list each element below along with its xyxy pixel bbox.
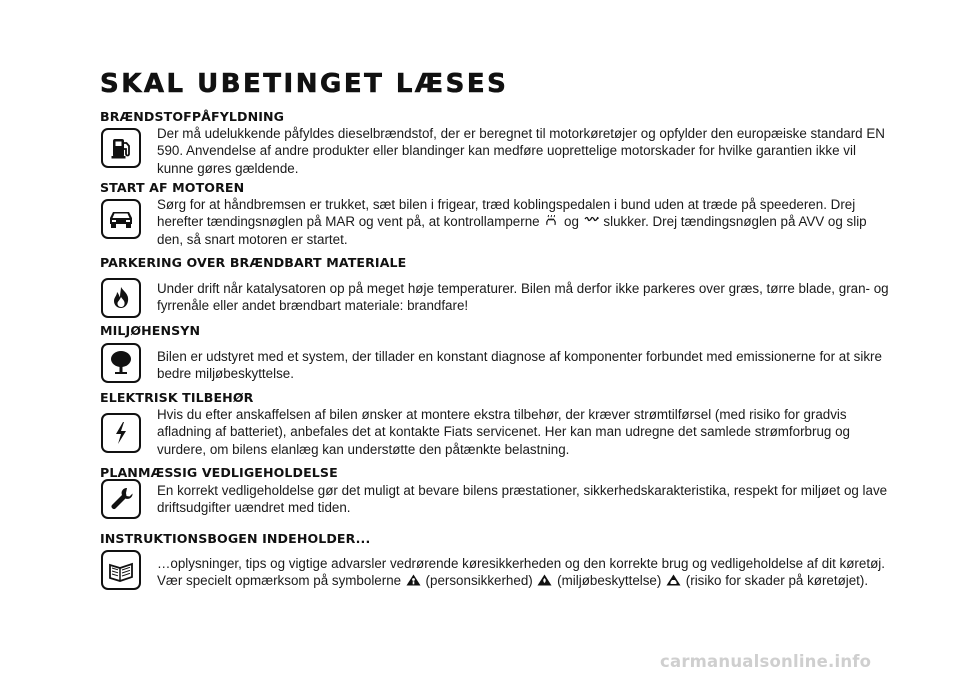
section-fuel xyxy=(100,109,890,176)
section-environment xyxy=(100,324,890,386)
preheat-coil-icon xyxy=(584,215,599,227)
start-text-part-2: og xyxy=(560,214,583,230)
section-text: Bilen er udstyret med et system, der tillader en konstant diagnose af komponenter forbundet med emissionerne for at sikre bedre miljøbeskyttelse. xyxy=(157,349,882,382)
start-text-part-1: Sørg for at håndbremsen er trukket, sæt bilen i frigear, træd koblingspedalen i bund uden at træde på speederen. Drej herefter tændingsnøglen på MAR og vent på, at kontrollamperne xyxy=(157,197,856,230)
person-safety-warning-icon xyxy=(406,574,421,586)
manual-text-part-d: (risiko for skader på køretøjet). xyxy=(682,573,869,589)
section-heading: MILJØHENSYN xyxy=(100,323,201,338)
section-manual-contents xyxy=(100,532,890,596)
lightning-icon xyxy=(101,413,141,453)
manual-text-part-b: (personsikkerhed) xyxy=(421,573,537,589)
glow-plug-warning-icon xyxy=(544,215,559,227)
wrench-icon xyxy=(101,479,141,519)
section-maintenance xyxy=(100,466,890,528)
page-title: SKAL UBETINGET LÆSES xyxy=(100,69,509,99)
section-text: Under drift når katalysatoren op på meget høje temperaturer. Bilen må derfor ikke parkeres over græs, tørre blade, gran- og fyrrenåle eller andet brændbart materiale: brandfare! xyxy=(157,281,889,314)
section-heading: BRÆNDSTOFPÅFYLDNING xyxy=(100,109,285,124)
manual-text-part-a: Vær specielt opmærksom på symbolerne xyxy=(157,573,405,589)
manual-text-part-c: (miljøbeskyttelse) xyxy=(553,573,666,589)
section-text: En korrekt vedligeholdelse gør det muligt at bevare bilens præstationer, sikkerhedskarakteristika, respekt for miljøet og lave driftsudgifter uændret med tiden. xyxy=(157,483,888,516)
start-text-part-3: slukker. Drej tændingsnøglen på AVV og slip den, så snart motoren er startet. xyxy=(157,214,867,247)
flame-icon xyxy=(101,278,141,318)
section-heading: INSTRUKTIONSBOGEN INDEHOLDER... xyxy=(100,531,371,546)
section-text xyxy=(157,555,892,590)
section-electrical-accessories xyxy=(100,391,890,467)
watermark: carmanualsonline.info xyxy=(660,652,872,671)
section-text xyxy=(157,196,892,248)
fuel-pump-icon xyxy=(101,128,141,168)
car-icon xyxy=(101,199,141,239)
vehicle-damage-warning-icon xyxy=(666,574,681,586)
section-text: Hvis du efter anskaffelsen af bilen ønsker at montere ekstra tilbehør, der kræver strømtilførsel (med risiko for gradvis afladning af batteriet), anbefales det at kontakte Fiats servicenet. Her kan man udregne det samlede strømforbrug og vurdere, om bilens elanlæg kan understøtte den påtænkte belastning. xyxy=(157,407,850,457)
section-text: Der må udelukkende påfyldes dieselbrændstof, der er beregnet til motorkøretøjer og opfylder den europæiske standard EN 590. Anvendelse af andre produkter eller blandinger kan medføre uoprettelige motorskader for hvilke garantien ikke vil kunne gøres gældende. xyxy=(157,126,885,176)
section-parking xyxy=(100,256,890,318)
section-heading: PLANMÆSSIG VEDLIGEHOLDELSE xyxy=(100,465,338,480)
section-heading: START AF MOTOREN xyxy=(100,180,245,195)
section-heading: PARKERING OVER BRÆNDBART MATERIALE xyxy=(100,255,407,270)
section-heading: ELEKTRISK TILBEHØR xyxy=(100,390,254,405)
section-start-engine xyxy=(100,181,890,247)
environment-warning-icon xyxy=(537,574,552,586)
open-book-icon xyxy=(101,550,141,590)
tree-icon xyxy=(101,343,141,383)
manual-text-line-1: …oplysninger, tips og vigtige advarsler vedrørende køresikkerheden og den korrekte brug og vedligeholdelse af dit køretøj. xyxy=(157,556,885,571)
